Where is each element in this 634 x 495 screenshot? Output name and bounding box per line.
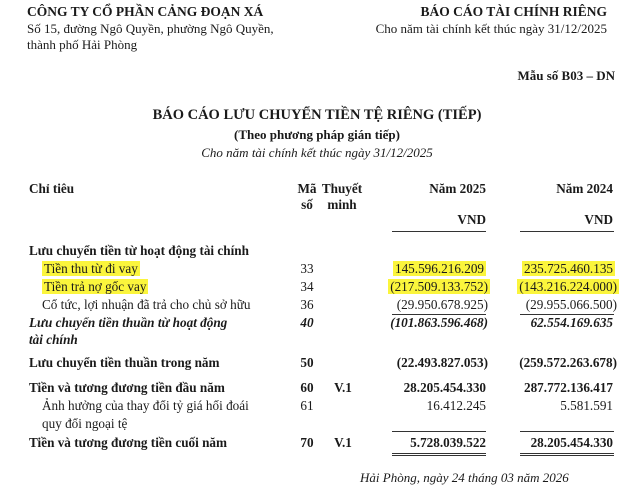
row-label-text: Tiền trả nợ gốc vay	[44, 279, 147, 294]
period-subtitle: Cho năm tài chính kết thúc ngày 31/12/2025	[201, 145, 433, 160]
row-note: V.1	[334, 435, 352, 450]
row-value-2025: 28.205.454.330	[403, 380, 486, 395]
row-label: Tiền và tương đương tiền đầu năm	[29, 380, 225, 395]
row-label: Cổ tức, lợi nhuận đã trả cho chủ sở hữu	[42, 297, 251, 312]
form-code: Mẫu số B03 – DN	[517, 68, 615, 83]
row-note: V.1	[334, 380, 352, 395]
row-value-2024: (259.572.263.678)	[519, 355, 617, 370]
row-value-2025: (22.493.827.053)	[396, 355, 488, 370]
row-code: 60	[300, 380, 314, 395]
page-title: BÁO CÁO LƯU CHUYỂN TIỀN TỆ RIÊNG (TIẾP)	[152, 107, 482, 123]
currency-2024: VND	[584, 212, 613, 227]
row-value-2025-text: 145.596.216.209	[394, 261, 484, 276]
grand-total-double-line-2024	[520, 453, 614, 456]
company-name: CÔNG TY CỔ PHẦN CẢNG ĐOẠN XÁ	[27, 4, 264, 19]
row-value-2025: (101.863.596.468)	[390, 315, 488, 330]
row-value-2024: 62.554.169.635	[530, 315, 613, 330]
header-underline-2024	[520, 231, 614, 232]
row-label: Lưu chuyển tiền thuần trong năm	[29, 355, 220, 370]
column-header-year-2024: Năm 2024	[556, 181, 613, 196]
row-value-2024: 287.772.136.417	[523, 380, 613, 395]
row-label: Tiền và tương đương tiền cuối năm	[29, 435, 227, 450]
company-address-line1: Số 15, đường Ngô Quyền, phường Ngô Quyền,	[27, 21, 274, 36]
column-header-code-1: Mã	[297, 181, 317, 196]
date-place: Hải Phòng, ngày 24 tháng 03 năm 2026	[360, 470, 569, 485]
row-label-continued: tài chính	[29, 332, 78, 347]
total-line-2025	[392, 431, 486, 432]
row-value-2024-text: 235.725.460.135	[523, 261, 613, 276]
column-header-note-2: minh	[327, 197, 357, 212]
currency-2025: VND	[457, 212, 486, 227]
row-label: Lưu chuyển tiền thuần từ hoạt động	[29, 315, 228, 330]
row-code: 33	[300, 261, 314, 276]
row-code: 40	[300, 315, 314, 330]
grand-total-double-line-2025	[392, 453, 486, 456]
column-header-year-2025: Năm 2025	[429, 181, 486, 196]
report-type: BÁO CÁO TÀI CHÍNH RIÊNG	[420, 4, 607, 19]
row-value-2025: (29.950.678.925)	[396, 297, 488, 312]
row-label-text: Tiền thu từ đi vay	[44, 261, 138, 276]
row-code: 70	[300, 435, 314, 450]
row-value-2024: 5.581.591	[560, 398, 613, 413]
row-label: Ảnh hưởng của thay đổi tỷ giá hối đoái	[42, 398, 249, 413]
row-label	[42, 261, 140, 277]
row-value-2025	[388, 279, 490, 295]
row-value-2025	[393, 261, 486, 277]
row-code: 61	[300, 398, 314, 413]
total-line-2024	[520, 431, 614, 432]
header-underline-2025	[392, 231, 486, 232]
row-code: 36	[300, 297, 314, 312]
row-value-2025: 5.728.039.522	[410, 435, 486, 450]
row-code: 34	[300, 279, 314, 294]
row-code: 50	[300, 355, 314, 370]
row-value-2025-text: (217.509.133.752)	[390, 279, 488, 294]
report-period: Cho năm tài chính kết thúc ngày 31/12/2025	[375, 21, 607, 36]
column-header-code-2: số	[301, 197, 313, 212]
row-value-2024	[522, 261, 615, 277]
row-value-2024-text: (143.216.224.000)	[519, 279, 617, 294]
row-value-2024: (29.955.066.500)	[525, 297, 617, 312]
row-value-2024: 28.205.454.330	[530, 435, 613, 450]
company-address-line2: thành phố Hải Phòng	[27, 37, 138, 52]
row-label	[42, 279, 148, 295]
section-title: Lưu chuyển tiền từ hoạt động tài chính	[29, 243, 249, 258]
method-subtitle: (Theo phương pháp gián tiếp)	[234, 127, 400, 142]
column-header-item: Chỉ tiêu	[29, 181, 75, 196]
column-header-note-1: Thuyết	[321, 181, 363, 196]
row-label-continued: quy đổi ngoại tệ	[42, 416, 128, 431]
row-value-2024	[517, 279, 619, 295]
row-value-2025: 16.412.245	[426, 398, 486, 413]
